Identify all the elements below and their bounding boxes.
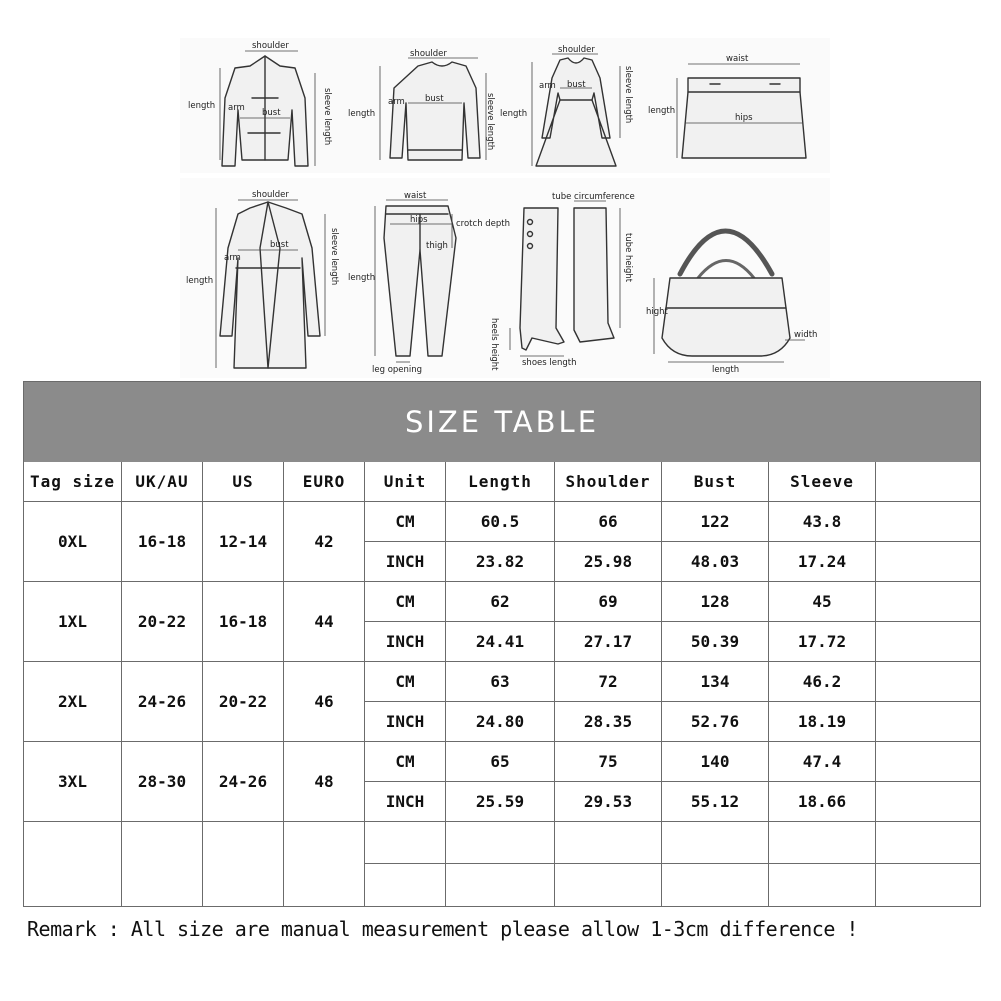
cm-value-cell: CM bbox=[365, 742, 446, 782]
empty-cell bbox=[662, 864, 769, 906]
boots-shoes-length-label: shoes length bbox=[522, 358, 577, 368]
pants-hips-label: hips bbox=[410, 215, 428, 225]
tag-size-cell: 0XL bbox=[24, 502, 122, 582]
header-cell: Sleeve bbox=[769, 462, 876, 502]
empty-cell bbox=[876, 542, 980, 582]
jacket-arm-label: arm bbox=[228, 103, 245, 113]
empty-cell bbox=[24, 822, 122, 906]
inch-value-cell: INCH bbox=[365, 702, 446, 742]
tag-size-cell: 2XL bbox=[24, 662, 122, 742]
us-size-cell: 12-14 bbox=[203, 502, 284, 582]
empty-cell bbox=[876, 742, 980, 782]
cm-value-cell: 43.8 bbox=[769, 502, 876, 542]
jacket-sleeve-label: sleeve length bbox=[322, 88, 332, 146]
header-cell: Tag size bbox=[24, 462, 122, 502]
bag-hight-label: hight bbox=[646, 307, 668, 317]
cm-value-cell: 60.5 bbox=[446, 502, 555, 542]
skirt-waist-label: waist bbox=[726, 54, 749, 64]
inch-value-cell: 48.03 bbox=[662, 542, 769, 582]
pants-leg-opening-label: leg opening bbox=[372, 365, 423, 375]
empty-cell bbox=[284, 822, 365, 906]
header-cell: UK/AU bbox=[122, 462, 203, 502]
coat-arm-label: arm bbox=[224, 253, 241, 263]
cm-value-cell: 62 bbox=[446, 582, 555, 622]
cm-value-cell: 122 bbox=[662, 502, 769, 542]
header-cell: Bust bbox=[662, 462, 769, 502]
us-size-cell: 20-22 bbox=[203, 662, 284, 742]
cm-value-cell: 134 bbox=[662, 662, 769, 702]
tag-size-cell: 3XL bbox=[24, 742, 122, 822]
header-cell bbox=[876, 462, 980, 502]
inch-value-cell: 23.82 bbox=[446, 542, 555, 582]
inch-value-cell: 55.12 bbox=[662, 782, 769, 822]
sweater-arm-label: arm bbox=[388, 97, 405, 107]
inch-value-cell: 17.72 bbox=[769, 622, 876, 662]
us-size-cell: 24-26 bbox=[203, 742, 284, 822]
jacket-bust-label: bust bbox=[262, 108, 281, 118]
header-cell: Length bbox=[446, 462, 555, 502]
cm-value-cell: 75 bbox=[555, 742, 662, 782]
sweater-sleeve-label: sleeve length bbox=[485, 93, 495, 151]
bag-width-label: width bbox=[794, 330, 818, 340]
skirt-length-label: length bbox=[648, 106, 676, 116]
boots-tube-circumference-label: tube circumference bbox=[552, 192, 635, 202]
coat-shoulder-label: shoulder bbox=[252, 190, 289, 200]
remark-note: Remark : All size are manual measurement please allow 1-3cm difference ! bbox=[27, 917, 858, 941]
cm-value-cell: 66 bbox=[555, 502, 662, 542]
inch-value-cell: 28.35 bbox=[555, 702, 662, 742]
inch-value-cell: 17.24 bbox=[769, 542, 876, 582]
euro-size-cell: 48 bbox=[284, 742, 365, 822]
cm-value-cell: CM bbox=[365, 662, 446, 702]
empty-cell bbox=[662, 822, 769, 864]
empty-cell bbox=[555, 822, 662, 864]
empty-cell bbox=[365, 864, 446, 906]
cm-value-cell: 128 bbox=[662, 582, 769, 622]
cm-value-cell: 65 bbox=[446, 742, 555, 782]
empty-cell bbox=[876, 582, 980, 622]
inch-value-cell: 52.76 bbox=[662, 702, 769, 742]
empty-cell bbox=[876, 662, 980, 702]
dress-length-label: length bbox=[500, 109, 528, 119]
table-title: SIZE TABLE bbox=[404, 405, 600, 439]
pants-waist-label: waist bbox=[404, 191, 427, 201]
empty-cell bbox=[876, 822, 980, 864]
tag-size-cell: 1XL bbox=[24, 582, 122, 662]
inch-value-cell: 25.59 bbox=[446, 782, 555, 822]
sweater-length-label: length bbox=[348, 109, 376, 119]
inch-value-cell: 18.66 bbox=[769, 782, 876, 822]
dress-shoulder-label: shoulder bbox=[558, 45, 595, 55]
inch-value-cell: 27.17 bbox=[555, 622, 662, 662]
header-cell: Unit bbox=[365, 462, 446, 502]
cm-value-cell: CM bbox=[365, 502, 446, 542]
header-cell: EURO bbox=[284, 462, 365, 502]
jacket-shoulder-label: shoulder bbox=[252, 41, 289, 51]
cm-value-cell: CM bbox=[365, 582, 446, 622]
size-table bbox=[23, 381, 981, 907]
cm-value-cell: 63 bbox=[446, 662, 555, 702]
empty-cell bbox=[122, 822, 203, 906]
sweater-shoulder-label: shoulder bbox=[410, 49, 447, 59]
uk-size-cell: 24-26 bbox=[122, 662, 203, 742]
pants-thigh-label: thigh bbox=[426, 241, 448, 251]
table-title-bar bbox=[24, 382, 980, 462]
header-cell: US bbox=[203, 462, 284, 502]
boots-heels-height-label: heels height bbox=[489, 318, 499, 371]
euro-size-cell: 46 bbox=[284, 662, 365, 742]
dress-sleeve-label: sleeve length bbox=[623, 66, 633, 124]
cm-value-cell: 69 bbox=[555, 582, 662, 622]
cm-value-cell: 72 bbox=[555, 662, 662, 702]
empty-cell bbox=[769, 864, 876, 906]
dress-bust-label: bust bbox=[567, 80, 586, 90]
uk-size-cell: 28-30 bbox=[122, 742, 203, 822]
empty-cell bbox=[365, 822, 446, 864]
inch-value-cell: 50.39 bbox=[662, 622, 769, 662]
pants-length-label: length bbox=[348, 273, 376, 283]
sweater-bust-label: bust bbox=[425, 94, 444, 104]
empty-cell bbox=[876, 622, 980, 662]
inch-value-cell: 25.98 bbox=[555, 542, 662, 582]
cm-value-cell: 46.2 bbox=[769, 662, 876, 702]
inch-value-cell: INCH bbox=[365, 622, 446, 662]
empty-cell bbox=[203, 822, 284, 906]
garment-measurement-diagram bbox=[180, 38, 830, 378]
inch-value-cell: 18.19 bbox=[769, 702, 876, 742]
euro-size-cell: 44 bbox=[284, 582, 365, 662]
header-cell: Shoulder bbox=[555, 462, 662, 502]
empty-cell bbox=[555, 864, 662, 906]
us-size-cell: 16-18 bbox=[203, 582, 284, 662]
boots-tube-height-label: tube height bbox=[623, 233, 633, 283]
empty-cell bbox=[876, 702, 980, 742]
inch-value-cell: INCH bbox=[365, 782, 446, 822]
inch-value-cell: 24.41 bbox=[446, 622, 555, 662]
inch-value-cell: 24.80 bbox=[446, 702, 555, 742]
dress-arm-label: arm bbox=[539, 81, 556, 91]
cm-value-cell: 140 bbox=[662, 742, 769, 782]
coat-sleeve-label: sleeve length bbox=[329, 228, 339, 286]
empty-cell bbox=[446, 822, 555, 864]
bag-length-label: length bbox=[712, 365, 740, 375]
uk-size-cell: 16-18 bbox=[122, 502, 203, 582]
coat-bust-label: bust bbox=[270, 240, 289, 250]
euro-size-cell: 42 bbox=[284, 502, 365, 582]
empty-cell bbox=[876, 782, 980, 822]
skirt-hips-label: hips bbox=[735, 113, 753, 123]
cm-value-cell: 45 bbox=[769, 582, 876, 622]
coat-length-label: length bbox=[186, 276, 214, 286]
empty-cell bbox=[769, 822, 876, 864]
inch-value-cell: INCH bbox=[365, 542, 446, 582]
inch-value-cell: 29.53 bbox=[555, 782, 662, 822]
jacket-length-label: length bbox=[188, 101, 216, 111]
pants-crotch-label: crotch depth bbox=[456, 219, 511, 229]
uk-size-cell: 20-22 bbox=[122, 582, 203, 662]
cm-value-cell: 47.4 bbox=[769, 742, 876, 782]
empty-cell bbox=[876, 502, 980, 542]
empty-cell bbox=[446, 864, 555, 906]
empty-cell bbox=[876, 864, 980, 906]
